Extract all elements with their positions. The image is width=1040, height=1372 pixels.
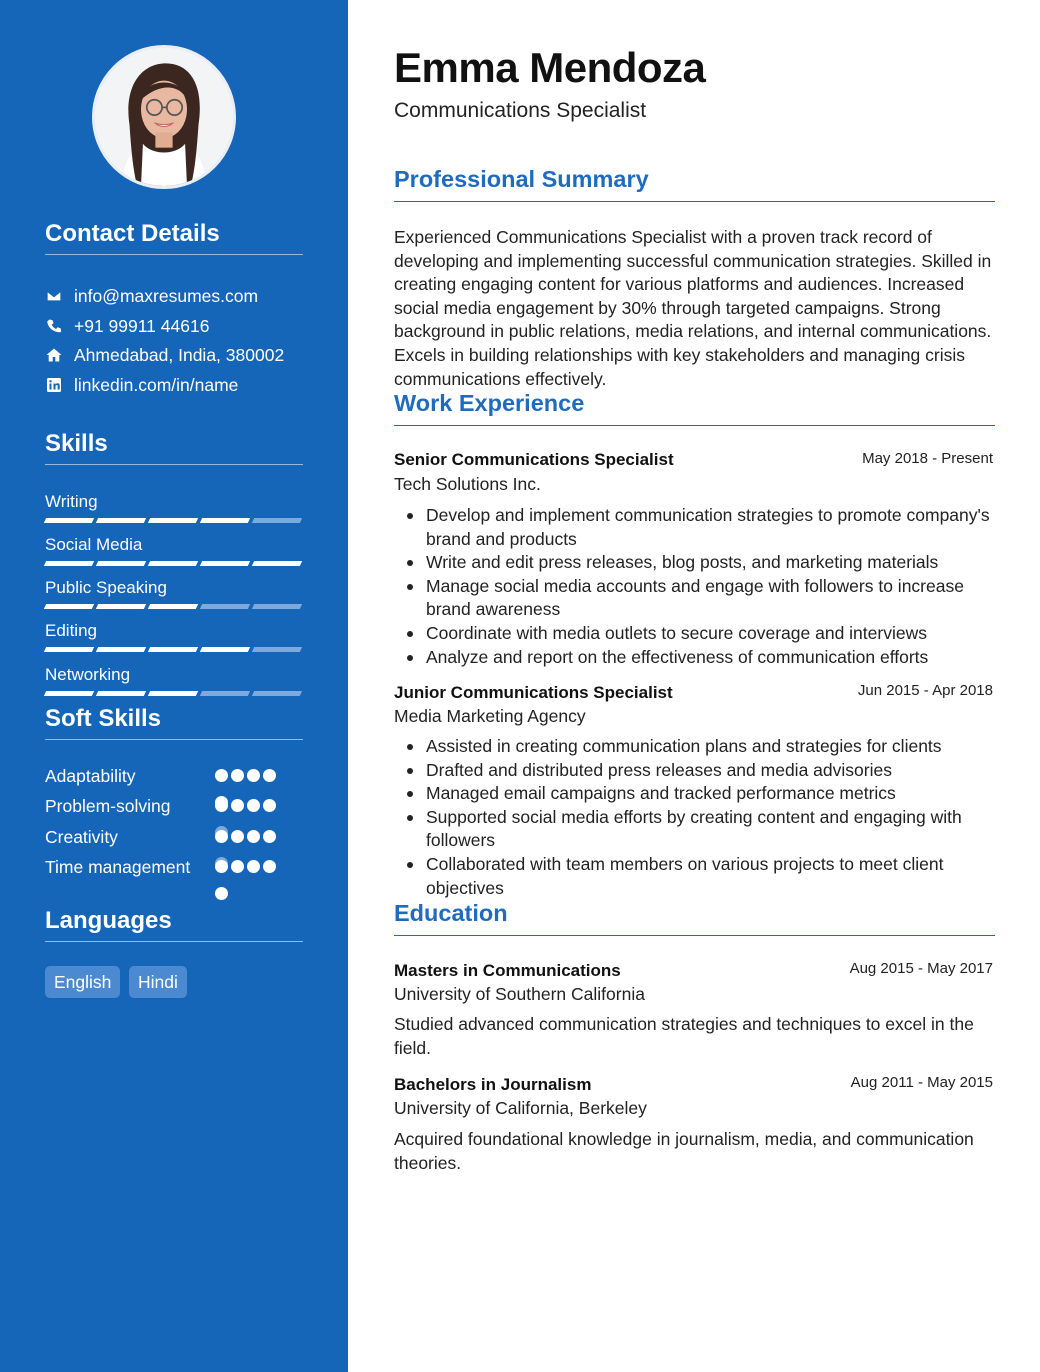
address-text: Ahmedabad, India, 380002 [74,344,285,365]
soft-skill-name: Adaptability [45,766,136,786]
contact-email[interactable] [45,285,258,307]
soft-skill-rating [215,860,290,900]
skill-level-segment [148,647,198,652]
skill-level-segment [200,691,250,696]
rating-dot [215,860,228,873]
contact-phone[interactable] [45,315,209,337]
skill-level-segment [44,647,94,652]
job-company: Tech Solutions Inc. [394,474,541,494]
home-icon [45,347,62,364]
skill-name: Writing [45,492,98,511]
skill-level-bar [45,604,303,609]
skill-level-segment [44,518,94,523]
skill-level-segment [148,691,198,696]
degree-title: Masters in Communications [394,961,621,980]
degree-dates: Aug 2015 - May 2017 [849,960,993,977]
soft-skill-name: Problem-solving [45,796,171,816]
rating-dot [215,769,228,782]
language-tag: English [45,966,120,998]
job-dates: May 2018 - Present [862,450,993,467]
skill-item [45,621,303,652]
job-bullet: Coordinate with media outlets to secure coverage and interviews [426,622,996,646]
job-bullet: Analyze and report on the effectiveness of communication efforts [426,646,996,670]
skill-level-segment [44,691,94,696]
education-heading: Education [394,900,995,936]
linkedin-icon [45,377,62,394]
skill-level-segment [96,604,146,609]
rating-dot [231,769,244,782]
rating-dot [231,830,244,843]
job-title: Senior Communications Specialist [394,450,674,469]
profile-photo [95,48,233,186]
skills-heading: Skills [45,430,303,465]
contact-linkedin[interactable] [45,374,238,396]
job-bullets [426,735,996,900]
degree-dates: Aug 2011 - May 2015 [850,1074,993,1091]
skill-level-bar [45,518,303,523]
soft-skill-name: Creativity [45,827,118,847]
job-bullets [426,504,996,669]
skill-level-segment [148,561,198,566]
skill-item [45,665,303,696]
rating-dot [263,830,276,843]
job-bullet: Drafted and distributed press releases and media advisories [426,759,996,783]
experience-heading: Work Experience [394,390,995,426]
school-name: University of California, Berkeley [394,1098,647,1118]
contact-address [45,344,284,366]
skill-level-segment [252,518,302,523]
skill-level-segment [96,647,146,652]
skill-name: Public Speaking [45,578,167,597]
rating-dot [247,860,260,873]
phone-icon [45,318,62,335]
job-bullet: Managed email campaigns and tracked performance metrics [426,782,996,806]
degree-description: Studied advanced communication strategies and techniques to excel in the field. [394,1014,974,1058]
skill-level-segment [252,561,302,566]
avatar [92,45,236,189]
skill-item [45,492,303,523]
degree-title: Bachelors in Journalism [394,1075,592,1094]
phone-text: +91 99911 44616 [74,315,210,336]
skill-level-segment [200,561,250,566]
job-bullet: Write and edit press releases, blog posts, and marketing materials [426,551,996,575]
job-dates: Jun 2015 - Apr 2018 [857,682,993,699]
job-bullet: Supported social media efforts by creating content and engaging with followers [426,806,996,853]
skill-level-segment [148,604,198,609]
rating-dot [263,799,276,812]
skill-level-segment [44,604,94,609]
skill-item [45,578,303,609]
rating-dot [263,860,276,873]
skill-level-segment [252,691,302,696]
skill-level-bar [45,647,303,652]
envelope-icon [45,288,62,305]
skill-level-segment [96,518,146,523]
skill-name: Editing [45,621,97,640]
candidate-name: Emma Mendoza [394,44,706,91]
job-bullet: Assisted in creating communication plans and strategies for clients [426,735,996,759]
rating-dot [247,830,260,843]
contact-heading: Contact Details [45,220,303,255]
skill-level-segment [252,604,302,609]
skill-level-bar [45,691,303,696]
job-title: Junior Communications Specialist [394,683,673,702]
soft-skill-name: Time management [45,857,191,877]
rating-dot [247,769,260,782]
summary-text: Experienced Communications Specialist with a proven track record of developing and implementing successful communication strategies. Skilled in creating engaging content for various platforms and audiences. Increased social media engagement by 30% through targeted campaigns. Strong background in public relations, media relations, and internal communications. Excels in building relationships with key stakeholders and managing crisis communications effectively. [394,227,992,389]
rating-dot [215,799,228,812]
skill-level-bar [45,561,303,566]
language-tag: Hindi [129,966,187,998]
rating-dot [231,860,244,873]
skill-level-segment [96,561,146,566]
languages-heading: Languages [45,907,303,942]
skill-level-segment [96,691,146,696]
job-bullet: Collaborated with team members on various projects to meet client objectives [426,853,996,900]
skill-item [45,535,303,566]
rating-dot [215,887,228,900]
soft-skills-heading: Soft Skills [45,705,303,740]
sidebar [0,0,348,1372]
email-text: info@maxresumes.com [74,285,259,306]
skill-level-segment [200,647,250,652]
rating-dot [231,799,244,812]
skill-level-segment [252,647,302,652]
skill-name: Social Media [45,535,143,554]
summary-heading: Professional Summary [394,166,995,202]
candidate-title: Communications Specialist [394,99,647,122]
job-bullet: Manage social media accounts and engage with followers to increase brand awareness [426,575,996,622]
skill-level-segment [200,604,250,609]
school-name: University of Southern California [394,984,645,1004]
job-bullet: Develop and implement communication strategies to promote company's brand and products [426,504,996,551]
skill-name: Networking [45,665,131,684]
rating-dot [215,830,228,843]
skill-level-segment [44,561,94,566]
rating-dot [247,799,260,812]
skill-level-segment [148,518,198,523]
degree-description: Acquired foundational knowledge in journalism, media, and communication theories. [394,1129,974,1173]
linkedin-text: linkedin.com/in/name [74,374,239,395]
rating-dot [263,769,276,782]
job-company: Media Marketing Agency [394,706,586,726]
skill-level-segment [200,518,250,523]
